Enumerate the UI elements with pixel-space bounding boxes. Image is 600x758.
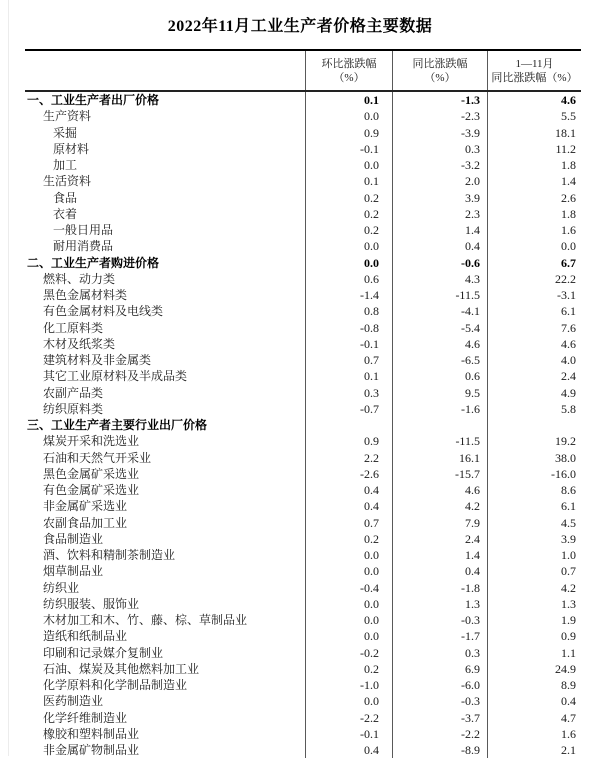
row-label: 木材加工和木、竹、藤、棕、草制品业	[43, 613, 248, 627]
row-value-ytd: 18.1	[487, 125, 581, 141]
table-row	[25, 693, 581, 709]
table-row	[25, 352, 581, 368]
row-value-mom: -0.1	[305, 336, 392, 352]
row-value-mom: -0.2	[305, 645, 392, 661]
table-row	[25, 612, 581, 628]
row-value-ytd: 19.2	[487, 433, 581, 449]
row-label: 农副食品加工业	[43, 515, 128, 530]
row-value-mom: 0.7	[305, 352, 392, 368]
table-row	[25, 515, 581, 531]
row-value-mom: 0.1	[305, 368, 392, 384]
row-value-mom: 0.3	[305, 385, 392, 401]
row-value-yoy: -6.0	[392, 677, 487, 693]
row-label: 有色金属材料及电线类	[43, 304, 164, 319]
row-value-ytd: 0.9	[487, 628, 581, 644]
row-label: 石油、煤炭及其他燃料加工业	[43, 661, 200, 676]
row-value-mom: -2.6	[305, 466, 392, 482]
row-label: 有色金属矿采选业	[43, 483, 140, 497]
table-row	[25, 547, 581, 563]
row-label: 造纸和纸制品业	[43, 629, 128, 644]
row-value-mom	[305, 417, 392, 433]
row-value-yoy: -15.7	[392, 466, 487, 482]
row-value-ytd: 24.9	[487, 661, 581, 677]
row-value-yoy: 0.3	[392, 645, 487, 661]
row-value-ytd: 1.9	[487, 612, 581, 628]
row-label: 黑色金属矿采选业	[43, 466, 140, 481]
table-row	[25, 206, 581, 222]
row-value-ytd: 0.0	[487, 238, 581, 254]
row-label: 医药制造业	[43, 694, 104, 709]
row-value-yoy: 4.6	[392, 482, 487, 498]
row-value-mom: 0.4	[305, 742, 392, 758]
header-ytd-cell	[487, 51, 581, 90]
row-value-yoy: -1.7	[392, 628, 487, 644]
row-value-yoy: 4.2	[392, 498, 487, 514]
row-value-mom: -0.4	[305, 580, 392, 596]
table-row	[25, 726, 581, 742]
header-mom-cell	[305, 51, 392, 90]
row-value-ytd: 1.8	[487, 157, 581, 173]
row-label: 化工原料类	[43, 320, 104, 335]
table-row	[25, 320, 581, 336]
table-row	[25, 677, 581, 693]
row-label: 生活资料	[43, 174, 92, 189]
row-value-ytd: 1.6	[487, 726, 581, 742]
row-label: 原材料	[53, 141, 90, 156]
row-value-yoy: 2.4	[392, 531, 487, 547]
row-value-yoy: -11.5	[392, 433, 487, 449]
row-value-yoy: 7.9	[392, 515, 487, 531]
row-value-mom: 0.0	[305, 255, 392, 271]
row-value-mom: -1.4	[305, 287, 392, 303]
row-value-ytd: 1.8	[487, 206, 581, 222]
row-label: 纺织原料类	[43, 401, 104, 416]
row-value-yoy: 4.3	[392, 271, 487, 287]
row-value-mom: 0.0	[305, 108, 392, 124]
table-row	[25, 466, 581, 482]
table-row	[25, 401, 581, 417]
row-value-mom: 0.2	[305, 222, 392, 238]
row-value-mom: 0.2	[305, 531, 392, 547]
table-row	[25, 287, 581, 303]
row-value-yoy: -11.5	[392, 287, 487, 303]
row-value-ytd: 6.1	[487, 303, 581, 319]
header-ytd-line1: 1—11月	[515, 57, 554, 70]
row-value-mom: -0.8	[305, 320, 392, 336]
table-row	[25, 661, 581, 677]
row-value-yoy: -6.5	[392, 352, 487, 368]
header-mom-line2: （%）	[333, 71, 365, 84]
row-value-ytd: 22.2	[487, 271, 581, 287]
row-value-mom: 0.2	[305, 206, 392, 222]
table-row	[25, 596, 581, 612]
row-value-ytd: 11.2	[487, 141, 581, 157]
row-value-mom: 0.2	[305, 190, 392, 206]
row-value-yoy: 1.4	[392, 547, 487, 563]
table-row	[25, 173, 581, 189]
row-value-yoy: -3.2	[392, 157, 487, 173]
row-value-ytd: 4.9	[487, 385, 581, 401]
row-value-mom: 0.0	[305, 693, 392, 709]
row-value-mom: -2.2	[305, 710, 392, 726]
row-value-mom: -0.7	[305, 401, 392, 417]
row-value-mom: 0.1	[305, 173, 392, 189]
table-header-row	[25, 49, 581, 92]
table-row	[25, 157, 581, 173]
row-label: 二、工业生产者购进价格	[27, 255, 160, 270]
row-label: 食品制造业	[43, 531, 104, 546]
table-row	[25, 433, 581, 449]
table-row	[25, 417, 581, 433]
row-value-yoy: -3.9	[392, 125, 487, 141]
row-label: 耐用消费品	[53, 239, 114, 254]
row-value-yoy: -2.3	[392, 108, 487, 124]
row-value-ytd: 2.4	[487, 368, 581, 384]
row-value-yoy: -8.9	[392, 742, 487, 758]
row-value-ytd: 1.3	[487, 596, 581, 612]
row-value-ytd: 4.6	[487, 92, 581, 108]
row-label: 煤炭开采和洗选业	[43, 434, 140, 449]
row-value-yoy	[392, 417, 487, 433]
row-value-ytd	[487, 417, 581, 433]
table-row	[25, 255, 581, 271]
row-value-mom: 0.0	[305, 157, 392, 173]
row-value-ytd: 8.9	[487, 677, 581, 693]
table-row	[25, 498, 581, 514]
row-value-mom: 0.1	[305, 92, 392, 108]
row-value-ytd: 5.5	[487, 108, 581, 124]
row-value-yoy: -4.1	[392, 303, 487, 319]
row-label: 黑色金属材料类	[43, 288, 128, 302]
row-value-ytd: 2.6	[487, 190, 581, 206]
row-label: 纺织服装、服饰业	[43, 596, 140, 611]
row-label: 食品	[53, 190, 78, 205]
row-value-yoy: -1.6	[392, 401, 487, 417]
row-label: 三、工业生产者主要行业出厂价格	[27, 418, 208, 432]
row-value-ytd: 7.6	[487, 320, 581, 336]
row-value-mom: -1.0	[305, 677, 392, 693]
table-row	[25, 190, 581, 206]
header-mom-line1: 环比涨跌幅	[321, 57, 377, 70]
header-yoy-line2: （%）	[424, 71, 456, 84]
table-row	[25, 108, 581, 124]
row-label: 燃料、动力类	[43, 271, 116, 286]
row-value-ytd: 1.4	[487, 173, 581, 189]
row-label: 木材及纸浆类	[43, 336, 116, 351]
row-value-yoy: 1.3	[392, 596, 487, 612]
row-label: 非金属矿物制品业	[43, 743, 140, 757]
row-value-ytd: 4.2	[487, 580, 581, 596]
row-label: 一、工业生产者出厂价格	[27, 93, 160, 107]
row-label: 纺织业	[43, 580, 80, 595]
row-label: 建筑材料及非金属类	[43, 353, 152, 367]
table-row	[25, 645, 581, 661]
row-value-ytd: 0.7	[487, 563, 581, 579]
row-value-ytd: 4.7	[487, 710, 581, 726]
row-value-mom: 2.2	[305, 450, 392, 466]
row-value-yoy: -0.3	[392, 693, 487, 709]
row-value-ytd: 1.0	[487, 547, 581, 563]
row-value-mom: 0.4	[305, 482, 392, 498]
table-row	[25, 222, 581, 238]
row-value-ytd: -16.0	[487, 466, 581, 482]
table-row	[25, 336, 581, 352]
row-value-yoy: 2.0	[392, 173, 487, 189]
row-value-ytd: 4.6	[487, 336, 581, 352]
table-row	[25, 628, 581, 644]
row-label: 酒、饮料和精制茶制造业	[43, 548, 176, 562]
row-value-ytd: 2.1	[487, 742, 581, 758]
row-value-ytd: 3.9	[487, 531, 581, 547]
row-value-yoy: 3.9	[392, 190, 487, 206]
row-value-ytd: 38.0	[487, 450, 581, 466]
row-value-yoy: -2.2	[392, 726, 487, 742]
table-row	[25, 238, 581, 254]
page-title: 2022年11月工业生产者价格主要数据	[167, 18, 433, 35]
header-yoy-line1: 同比涨跌幅	[412, 57, 468, 70]
row-value-mom: 0.0	[305, 612, 392, 628]
row-value-ytd: 4.0	[487, 352, 581, 368]
row-label: 非金属矿采选业	[43, 499, 128, 514]
row-value-ytd: 0.4	[487, 693, 581, 709]
table-row	[25, 385, 581, 401]
row-value-ytd: 4.5	[487, 515, 581, 531]
table-row	[25, 710, 581, 726]
row-value-mom: 0.0	[305, 547, 392, 563]
row-label: 烟草制品业	[43, 564, 104, 579]
row-value-yoy: 0.4	[392, 563, 487, 579]
row-value-yoy: 2.3	[392, 206, 487, 222]
row-label: 化学纤维制造业	[43, 710, 128, 725]
table-row	[25, 450, 581, 466]
row-label: 印刷和记录媒介复制业	[43, 645, 164, 660]
header-yoy-cell	[392, 51, 487, 90]
row-value-ytd: 1.6	[487, 222, 581, 238]
row-value-mom: 0.0	[305, 563, 392, 579]
row-value-yoy: 6.9	[392, 661, 487, 677]
row-value-yoy: 0.6	[392, 368, 487, 384]
table-body	[25, 92, 581, 758]
page-left-edge	[8, 0, 9, 756]
row-label: 橡胶和塑料制品业	[43, 726, 140, 741]
row-value-mom: 0.6	[305, 271, 392, 287]
row-value-mom: 0.2	[305, 661, 392, 677]
table-row	[25, 368, 581, 384]
row-label: 采掘	[53, 125, 78, 140]
row-value-ytd: 8.6	[487, 482, 581, 498]
row-value-mom: -0.1	[305, 726, 392, 742]
header-ytd-line2: 同比涨跌幅（%）	[491, 71, 578, 84]
table-row	[25, 580, 581, 596]
table-row	[25, 125, 581, 141]
row-value-mom: 0.0	[305, 238, 392, 254]
row-label: 衣着	[53, 206, 78, 221]
row-value-yoy: 4.6	[392, 336, 487, 352]
table-row	[25, 141, 581, 157]
row-value-mom: 0.9	[305, 125, 392, 141]
row-label: 一般日用品	[53, 223, 114, 237]
row-label: 农副产品类	[43, 385, 104, 400]
row-value-yoy: 0.3	[392, 141, 487, 157]
row-value-yoy: -5.4	[392, 320, 487, 336]
row-value-mom: 0.8	[305, 303, 392, 319]
row-value-yoy: -3.7	[392, 710, 487, 726]
row-value-yoy: -1.8	[392, 580, 487, 596]
header-stub-cell	[25, 51, 305, 90]
row-value-yoy: 9.5	[392, 385, 487, 401]
table-row	[25, 482, 581, 498]
row-value-mom: 0.7	[305, 515, 392, 531]
table-row	[25, 303, 581, 319]
row-label: 加工	[53, 158, 78, 172]
row-value-yoy: -0.6	[392, 255, 487, 271]
row-label: 生产资料	[43, 109, 92, 124]
row-value-mom: 0.0	[305, 596, 392, 612]
row-label: 其它工业原材料及半成品类	[43, 369, 188, 384]
row-label: 石油和天然气开采业	[43, 450, 152, 465]
row-value-ytd: 6.1	[487, 498, 581, 514]
table-row	[25, 92, 581, 108]
row-value-mom: -0.1	[305, 141, 392, 157]
row-value-ytd: 6.7	[487, 255, 581, 271]
table-row	[25, 531, 581, 547]
row-value-yoy: 1.4	[392, 222, 487, 238]
table-row	[25, 271, 581, 287]
row-label: 化学原料和化学制品制造业	[43, 678, 188, 692]
row-value-mom: 0.9	[305, 433, 392, 449]
producer-price-table	[25, 49, 581, 758]
table-row	[25, 563, 581, 579]
row-value-yoy: -0.3	[392, 612, 487, 628]
row-value-yoy: 16.1	[392, 450, 487, 466]
row-value-yoy: 0.4	[392, 238, 487, 254]
row-value-ytd: 5.8	[487, 401, 581, 417]
row-value-ytd: -3.1	[487, 287, 581, 303]
row-value-mom: 0.0	[305, 628, 392, 644]
row-value-mom: 0.4	[305, 498, 392, 514]
row-value-ytd: 1.1	[487, 645, 581, 661]
row-value-yoy: -1.3	[392, 92, 487, 108]
